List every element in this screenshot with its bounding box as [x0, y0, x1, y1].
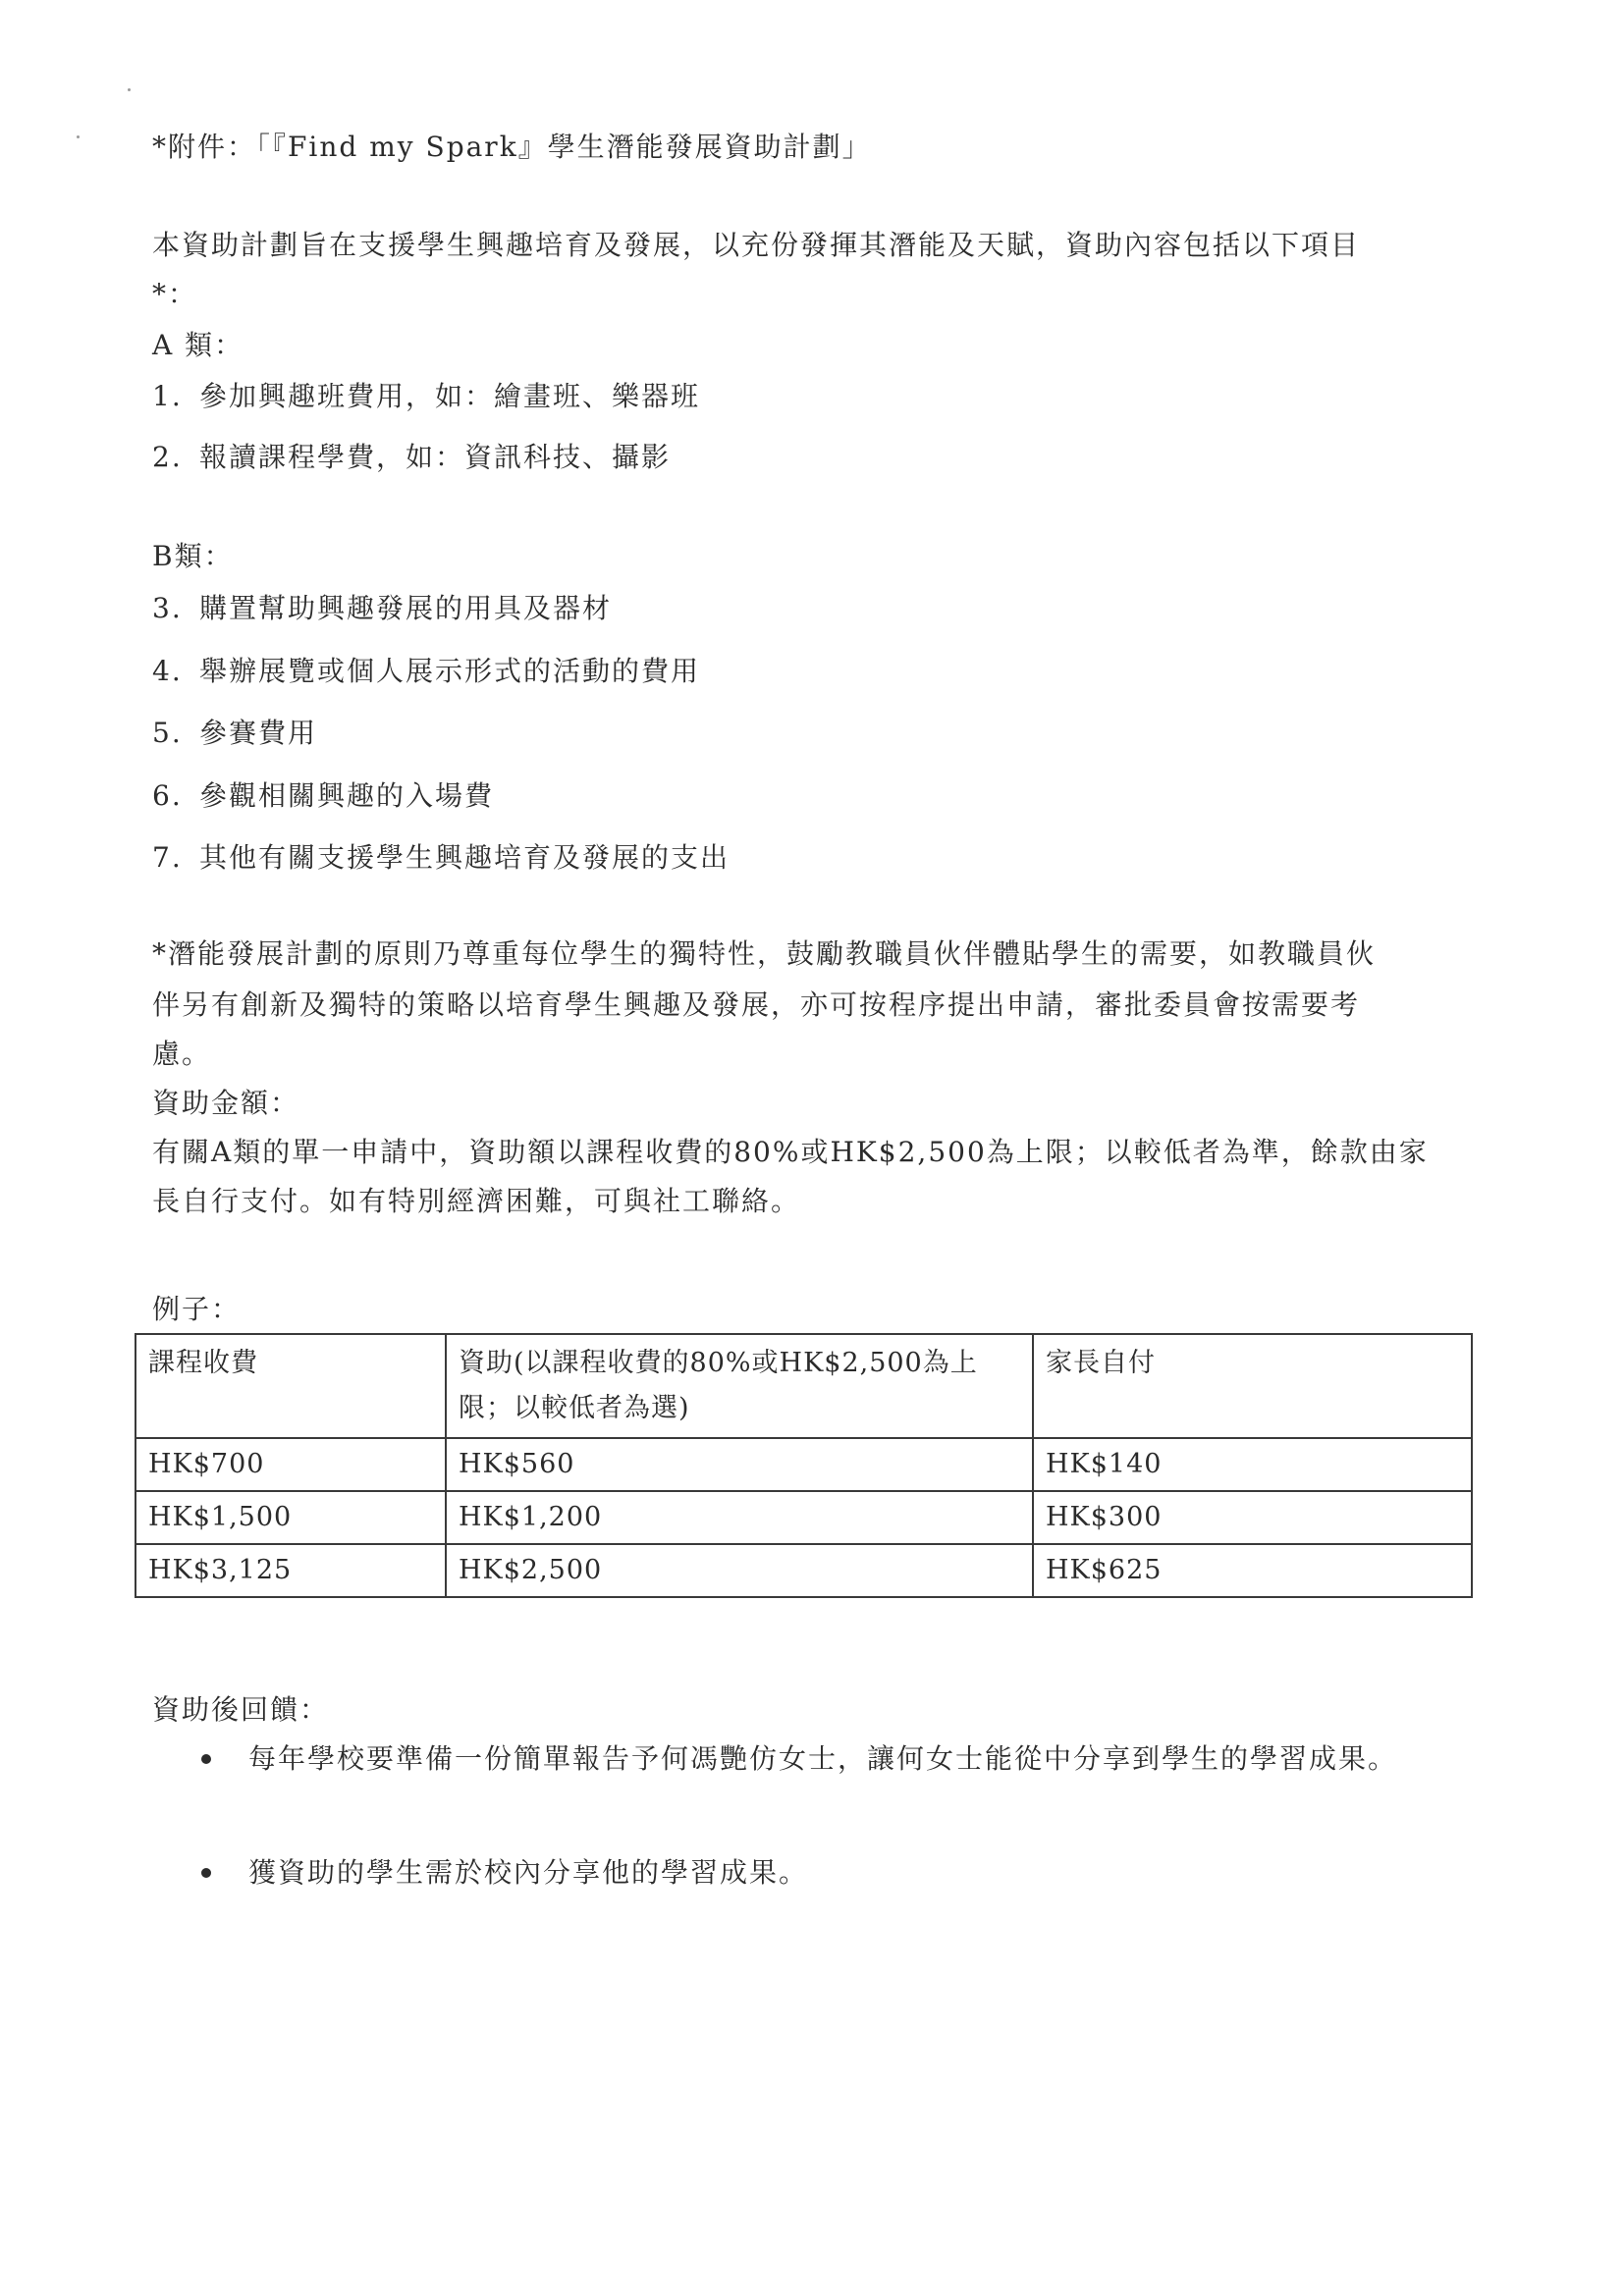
- amount-line-1: 有關A類的單一申請中，資助額以課程收費的80%或HK$2,500為上限；以較低者為準，餘款由家: [152, 1136, 1429, 1168]
- cell-course-fee: HK$3,125: [135, 1544, 446, 1597]
- header-course-fee: 課程收費: [135, 1334, 446, 1438]
- header-subsidy-line-1: 資助(以課程收費的80%或HK$2,500為上: [459, 1348, 978, 1378]
- header-subsidy: [446, 1334, 1033, 1438]
- item-number: 2.: [152, 441, 183, 473]
- table-row: [135, 1438, 1472, 1491]
- item-text: 參加興趣班費用，如：繪畫班、樂器班: [199, 380, 701, 412]
- fee-example-table: [135, 1333, 1473, 1598]
- item-text: 舉辦展覽或個人展示形式的活動的費用: [199, 655, 701, 687]
- cell-parent-pays: HK$140: [1033, 1438, 1472, 1491]
- scan-speck: [128, 88, 131, 91]
- item-text: 參賽費用: [199, 717, 318, 749]
- cell-subsidy: HK$2,500: [446, 1544, 1033, 1597]
- table-row: [135, 1491, 1472, 1544]
- list-item: [152, 712, 317, 751]
- document-heading: *附件：「『Find my Spark』學生潛能發展資助計劃」: [152, 131, 872, 163]
- list-item: [152, 836, 730, 876]
- list-item: [152, 587, 612, 626]
- note-line-3: 慮。: [152, 1038, 212, 1070]
- item-text: 購置幫助興趣發展的用具及器材: [199, 592, 613, 624]
- intro-line-2: *：: [152, 278, 198, 310]
- cell-subsidy: HK$1,200: [446, 1491, 1033, 1544]
- category-a-title: A 類：: [152, 329, 244, 361]
- list-item: [152, 774, 494, 814]
- item-text: 報讀課程學費，如：資訊科技、攝影: [199, 441, 672, 473]
- list-item: [152, 375, 700, 414]
- header-parent-pays: 家長自付: [1033, 1334, 1472, 1438]
- note-line-2: 伴另有創新及獨特的策略以培育學生興趣及發展，亦可按程序提出申請，審批委員會按需要考: [152, 988, 1361, 1021]
- cell-course-fee: HK$700: [135, 1438, 446, 1491]
- note-line-1: *潛能發展計劃的原則乃尊重每位學生的獨特性，鼓勵教職員伙伴體貼學生的需要，如教職員伙: [152, 937, 1377, 970]
- bullet-text: 每年學校要準備一份簡單報告予何馮艷仿女士，讓何女士能從中分享到學生的學習成果。: [248, 1742, 1398, 1775]
- list-item: [152, 650, 700, 689]
- item-text: 參觀相關興趣的入場費: [199, 779, 495, 812]
- item-number: 7.: [152, 841, 183, 874]
- bullet-dot-icon: [201, 1868, 211, 1878]
- item-number: 5.: [152, 717, 183, 749]
- feedback-bullet: [201, 1849, 1478, 1896]
- feedback-heading: 資助後回饋：: [152, 1693, 330, 1726]
- table-row: [135, 1544, 1472, 1597]
- amount-line-2: 長自行支付。如有特別經濟困難，可與社工聯絡。: [152, 1185, 801, 1217]
- cell-parent-pays: HK$625: [1033, 1544, 1472, 1597]
- table-header-row: [135, 1334, 1472, 1438]
- cell-parent-pays: HK$300: [1033, 1491, 1472, 1544]
- bullet-text: 獲資助的學生需於校內分享他的學習成果。: [248, 1856, 809, 1889]
- feedback-bullet: [201, 1735, 1478, 1783]
- category-b-title: B類：: [152, 540, 234, 572]
- item-number: 6.: [152, 779, 183, 812]
- header-subsidy-line-2: 限；以較低者為選): [459, 1393, 690, 1423]
- bullet-dot-icon: [201, 1754, 211, 1764]
- item-number: 4.: [152, 655, 183, 687]
- item-number: 3.: [152, 592, 183, 624]
- cell-subsidy: HK$560: [446, 1438, 1033, 1491]
- amount-heading: 資助金額：: [152, 1087, 300, 1119]
- example-heading: 例子：: [152, 1293, 242, 1325]
- cell-course-fee: HK$1,500: [135, 1491, 446, 1544]
- item-text: 其他有關支援學生興趣培育及發展的支出: [199, 841, 731, 874]
- scan-speck: [77, 135, 80, 138]
- intro-line-1: 本資助計劃旨在支援學生興趣培育及發展，以充份發揮其潛能及天賦，資助內容包括以下項目: [152, 229, 1361, 261]
- item-number: 1.: [152, 380, 183, 412]
- list-item: [152, 436, 671, 475]
